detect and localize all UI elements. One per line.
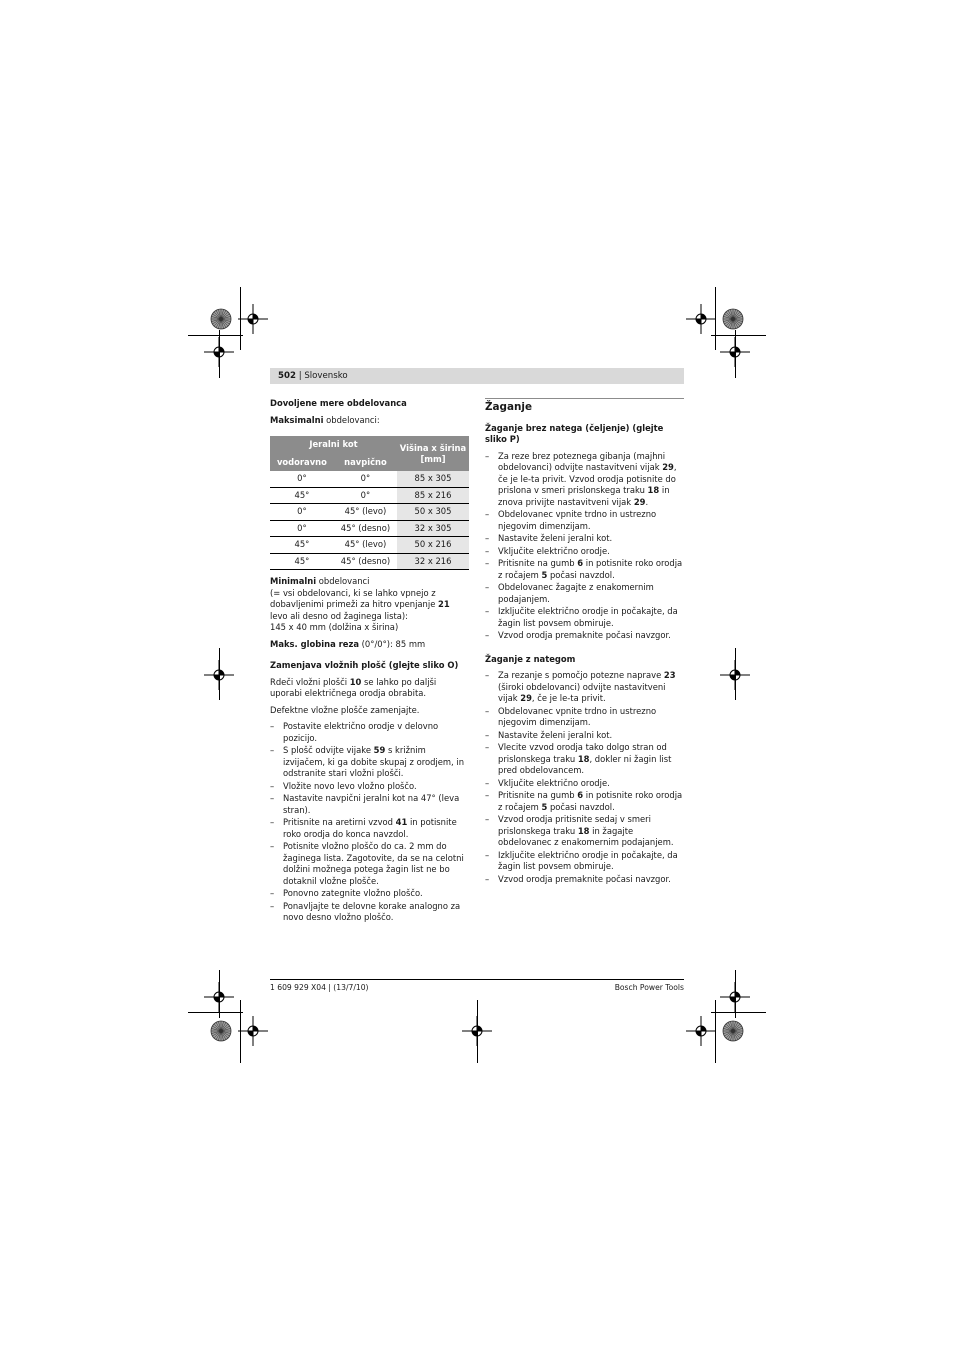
table-cell: 45° (desno) xyxy=(334,553,397,570)
reference-number: 6 xyxy=(577,790,584,800)
list-item xyxy=(485,670,684,705)
table-cell: 32 x 216 xyxy=(397,553,469,570)
no-pull-steps-list xyxy=(485,451,684,642)
registration-target-icon xyxy=(722,308,744,330)
inserts-p1-b: se lahko po daljši uporabi električnega orodja obrabita. xyxy=(270,676,437,698)
crop-mark-line xyxy=(711,1012,766,1013)
list-item xyxy=(270,781,469,793)
list-item xyxy=(485,533,684,545)
min-ref: 21 xyxy=(438,599,450,609)
registration-crosshair-icon xyxy=(204,982,234,1012)
step-text: Vzvod orodja pritisnite sedaj v smeri prislonskega traku xyxy=(498,814,651,836)
step-text: Izključite električno orodje in počakajte, da žagin list povsem obmiruje. xyxy=(498,849,678,871)
table-cell: 45° xyxy=(270,553,334,570)
inserts-steps-list xyxy=(270,721,469,924)
table-row xyxy=(270,553,469,570)
step-text: Obdelovanec vpnite trdno in ustrezno njegovim dimenzijam. xyxy=(498,705,657,727)
table-row xyxy=(270,487,469,504)
max-text: obdelovanci: xyxy=(323,414,380,425)
right-column xyxy=(485,398,684,897)
list-item xyxy=(485,582,684,605)
reference-number: 5 xyxy=(541,801,548,812)
step-text: Postavite električno orodje v delovno pozicijo. xyxy=(283,721,439,743)
header-separator: | xyxy=(298,371,302,381)
step-text: Izključite električno orodje in počakajte, da žagin list povsem obmiruje. xyxy=(498,606,678,628)
reference-number: 29 xyxy=(662,462,674,472)
table-cell: 85 x 305 xyxy=(397,471,469,487)
step-text: Nastavite želeni jeralni kot. xyxy=(498,533,613,543)
reference-number: 6 xyxy=(577,558,584,568)
list-item xyxy=(270,841,469,887)
step-text: in potisnite roko orodja z ročajem xyxy=(498,790,683,812)
step-text: , če je le-ta privit. xyxy=(531,693,606,703)
step-text: Obdelovanec žagajte z enakomernim podajanjem. xyxy=(498,582,654,604)
table-cell: 0° xyxy=(334,471,397,487)
list-item xyxy=(270,888,469,900)
reference-number: 18 xyxy=(577,753,590,764)
table-row xyxy=(270,520,469,537)
step-text: Nastavite navpični jeralni kot na 47° (leva stran). xyxy=(283,793,460,815)
table-cell: 0° xyxy=(270,471,334,487)
registration-crosshair-icon xyxy=(720,982,750,1012)
dimensions-table xyxy=(270,436,469,570)
list-item xyxy=(485,509,684,532)
step-text: in potisnite roko orodja do konca navzdol. xyxy=(283,817,457,839)
page-number: 502 xyxy=(278,371,296,381)
registration-crosshair-icon xyxy=(238,304,268,334)
list-item xyxy=(270,793,469,816)
step-text: Potisnite vložno ploščo do ca. 2 mm do žaginega lista. Zagotovite, da se na celotni dolžini možnega potega žagin list ne bo dotaknil vložne plošče. xyxy=(283,841,464,886)
header-language: Slovensko xyxy=(304,371,348,381)
crop-mark-line xyxy=(188,335,243,336)
inserts-paragraph-2: Defektne vložne plošče zamenjajte. xyxy=(270,704,420,715)
step-text: Vzvod orodja premaknite počasi navzgor. xyxy=(498,630,671,640)
registration-crosshair-icon xyxy=(462,1016,492,1046)
list-item xyxy=(485,546,684,558)
step-text: , dokler ni žagin list pred obdelovancem. xyxy=(498,753,672,775)
step-text: počasi navzdol. xyxy=(547,801,615,812)
list-item xyxy=(270,745,469,780)
with-pull-steps-list xyxy=(485,670,684,885)
registration-crosshair-icon xyxy=(720,660,750,690)
col-height-width: Višina x širina [mm] xyxy=(397,436,469,471)
reference-number: 41 xyxy=(395,817,408,827)
step-text: in potisnite roko orodja z ročajem xyxy=(498,558,683,580)
step-text: Za rezanje s pomočjo potezne naprave xyxy=(498,670,664,680)
list-item xyxy=(485,742,684,777)
registration-crosshair-icon xyxy=(204,337,234,367)
table-cell: 0° xyxy=(334,487,397,504)
table-cell: 45° xyxy=(270,537,334,554)
dimensions-table-body xyxy=(270,471,469,570)
sub-title-no-pull: Žaganje brez natega (čeljenje) (glejte sliko P) xyxy=(485,422,664,444)
list-item xyxy=(485,778,684,790)
table-cell: 50 x 216 xyxy=(397,537,469,554)
registration-target-icon xyxy=(210,1020,232,1042)
table-cell: 0° xyxy=(270,520,334,537)
min-dims: 145 x 40 mm (dolžina x širina) xyxy=(270,622,399,632)
step-text: Vključite električno orodje. xyxy=(498,545,610,556)
table-row xyxy=(270,504,469,521)
crop-mark-line xyxy=(711,335,766,336)
registration-crosshair-icon xyxy=(720,337,750,367)
sub-title-with-pull: Žaganje z nategom xyxy=(485,653,576,664)
max-label: Maksimalni xyxy=(270,414,324,425)
table-row xyxy=(270,537,469,554)
table-cell: 45° (levo) xyxy=(334,537,397,554)
inserts-p1-a: Rdeči vložni plošči xyxy=(270,676,350,687)
table-cell: 45° (desno) xyxy=(334,520,397,537)
min-desc-2: levo ali desno od žaginega lista): xyxy=(270,610,408,621)
step-text: . xyxy=(645,496,649,507)
step-text: s križnim izvijačem, ki ga dobite skupaj z orodjem, in odstranite stari vložni plošči. xyxy=(283,745,465,778)
reference-number: 23 xyxy=(663,670,676,680)
section-title-dimensions: Dovoljene mere obdelovanca xyxy=(270,398,407,408)
min-workpiece-line xyxy=(270,576,469,634)
step-text: Pritisnite na aretirni vzvod xyxy=(283,817,396,827)
step-text: (široki obdelovanci) odvijte nastavitveni vijak xyxy=(498,681,666,703)
table-cell: 0° xyxy=(270,504,334,521)
min-desc-1: (= vsi obdelovanci, ki se lahko vpnejo z dobavljenimi primeži za hitro vpenjanje xyxy=(270,587,439,609)
table-cell: 32 x 305 xyxy=(397,520,469,537)
page-footer xyxy=(270,979,684,992)
col-vertical: navpično xyxy=(334,454,397,472)
step-text: Vključite električno orodje. xyxy=(498,777,610,788)
step-text: S plošč odvijte vijake xyxy=(283,745,374,755)
section-title-inserts: Zamenjava vložnih plošč (glejte sliko O) xyxy=(270,660,459,670)
list-item xyxy=(485,630,684,642)
section-title-sawing: Žaganje xyxy=(485,401,533,413)
step-text: Obdelovanec vpnite trdno in ustrezno njegovim dimenzijam. xyxy=(498,509,657,531)
depth-text: (0°/0°): 85 mm xyxy=(359,638,426,649)
min-text: obdelovanci xyxy=(316,576,370,586)
list-item xyxy=(485,874,684,886)
min-label: Minimalni xyxy=(270,576,317,586)
col-horizontal: vodoravno xyxy=(270,454,334,472)
list-item xyxy=(485,606,684,629)
step-text: in znova privijte nastavitveni vijak xyxy=(498,485,670,507)
step-text: Nastavite želeni jeralni kot. xyxy=(498,729,613,740)
col-miter-angle: Jeralni kot xyxy=(270,436,397,454)
reference-number: 18 xyxy=(647,485,660,495)
step-text: Vložite novo levo vložno ploščo. xyxy=(283,780,417,791)
reference-number: 18 xyxy=(577,825,590,836)
reference-number: 29 xyxy=(520,693,532,703)
registration-crosshair-icon xyxy=(238,1016,268,1046)
list-item xyxy=(485,814,684,849)
registration-target-icon xyxy=(210,308,232,330)
list-item xyxy=(485,706,684,729)
registration-crosshair-icon xyxy=(686,304,716,334)
list-item xyxy=(485,558,684,581)
registration-target-icon xyxy=(722,1020,744,1042)
page-header xyxy=(270,368,684,384)
max-workpiece-line xyxy=(270,415,469,427)
list-item xyxy=(270,901,469,924)
step-text: počasi navzdol. xyxy=(547,569,615,580)
table-cell: 45° (levo) xyxy=(334,504,397,521)
step-text: Vlecite vzvod orodja tako dolgo stran od prislonskega traku xyxy=(498,742,667,764)
table-cell: 85 x 216 xyxy=(397,487,469,504)
left-column xyxy=(270,398,469,936)
footer-brand: Bosch Power Tools xyxy=(614,983,684,992)
step-text: Pritisnite na gumb xyxy=(498,790,578,800)
footer-doc-id: 1 609 929 X04 | (13/7/10) xyxy=(270,983,369,992)
table-row xyxy=(270,471,469,487)
table-cell: 50 x 305 xyxy=(397,504,469,521)
inserts-paragraph-1 xyxy=(270,677,469,700)
table-cell: 45° xyxy=(270,487,334,504)
list-item xyxy=(270,817,469,840)
reference-number: 29 xyxy=(633,496,646,507)
list-item xyxy=(485,850,684,873)
max-depth-line xyxy=(270,639,469,651)
reference-number: 5 xyxy=(541,569,548,580)
step-text: Za reze brez poteznega gibanja (majhni obdelovanci) odvijte nastavitveni vijak xyxy=(498,450,666,472)
registration-crosshair-icon xyxy=(686,1016,716,1046)
list-item xyxy=(270,721,469,744)
step-text: Vzvod orodja premaknite počasi navzgor. xyxy=(498,873,671,884)
step-text: Pritisnite na gumb xyxy=(498,558,578,568)
step-text: Ponovno zategnite vložno ploščo. xyxy=(283,888,423,898)
step-text: Ponavljajte te delovne korake analogno za novo desno vložno ploščo. xyxy=(283,900,461,922)
section-rule xyxy=(485,398,684,414)
reference-number: 59 xyxy=(373,745,386,755)
list-item xyxy=(485,730,684,742)
list-item xyxy=(485,451,684,509)
registration-crosshair-icon xyxy=(204,660,234,690)
step-text: in žagajte obdelovanec z enakomernim podajanjem. xyxy=(498,825,674,847)
depth-label: Maks. globina reza xyxy=(270,638,359,649)
crop-mark-line xyxy=(188,1012,243,1013)
inserts-p1-ref: 10 xyxy=(349,676,362,687)
step-text: , če je le-ta privit. Vzvod orodja potisnite do prislona v smeri prislonskega traku xyxy=(498,462,677,495)
list-item xyxy=(485,790,684,813)
